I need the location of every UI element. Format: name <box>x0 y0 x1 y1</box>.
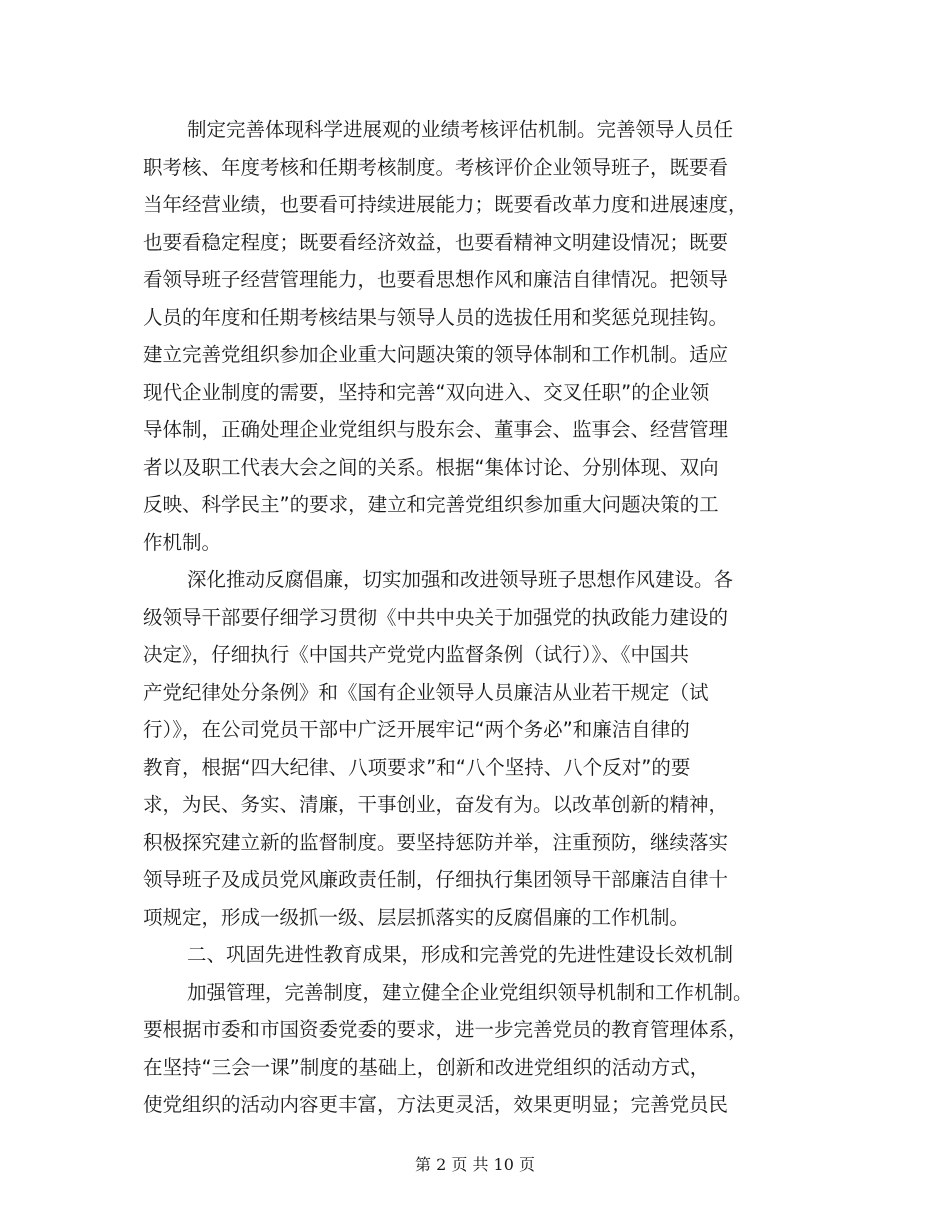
text-line: 导体制，正确处理企业党组织与股东会、董事会、监事会、经营管理 <box>143 418 729 441</box>
text-line: 积极探究建立新的监督制度。要坚持惩防并举，注重预防，继续落实 <box>143 830 729 854</box>
text-line: 二、巩固先进性教育成果，形成和完善党的先进性建设长效机制 <box>187 943 734 966</box>
document-body <box>143 111 807 1124</box>
text-line: 领导班子及成员党风廉政责任制，仔细执行集团领导干部廉洁自律十 <box>143 868 729 891</box>
text-line: 制定完善体现科学进展观的业绩考核评估机制。完善领导人员任 <box>187 118 734 141</box>
text-line: 看领导班子经营管理能力，也要看思想作风和廉洁自律情况。把领导 <box>143 268 729 291</box>
text-line: 建立完善党组织参加企业重大问题决策的领导体制和工作机制。适应 <box>143 343 729 366</box>
text-line: 求，为民、务实、清廉，干事创业，奋发有为。以改革创新的精神， <box>143 793 729 816</box>
text-line: 行）》，在公司党员干部中广泛开展牢记“两个务必”和廉洁自律的 <box>143 718 690 741</box>
text-line: 级领导干部要仔细学习贯彻《中共中央关于加强党的执政能力建设的 <box>143 605 729 629</box>
text-line: 也要看稳定程度；既要看经济效益，也要看精神文明建设情况；既要 <box>143 230 729 254</box>
text-line: 使党组织的活动内容更丰富，方法更灵活，效果更明显；完善党员民 <box>143 1093 729 1116</box>
text-line: 加强管理，完善制度，建立健全企业党组织领导机制和工作机制。 <box>187 980 753 1004</box>
text-line: 现代企业制度的需要，坚持和完善“双向进入、交叉任职”的企业领 <box>143 380 710 404</box>
text-line: 在坚持“三会一课”制度的基础上，创新和改进党组织的活动方式， <box>143 1055 710 1079</box>
text-line: 者以及职工代表大会之间的关系。根据“集体讨论、分别体现、双向 <box>143 455 719 479</box>
text-line: 人员的年度和任期考核结果与领导人员的选拔任用和奖惩兑现挂钩。 <box>143 305 729 329</box>
text-line: 项规定，形成一级抓一级、层层抓落实的反腐倡廉的工作机制。 <box>143 905 690 929</box>
page-footer: 第 2 页 共 10 页 <box>415 1155 535 1174</box>
text-line: 职考核、年度考核和任期考核制度。考核评价企业领导班子，既要看 <box>143 155 729 179</box>
text-line: 作机制。 <box>143 530 222 554</box>
text-line: 当年经营业绩，也要看可持续进展能力；既要看改革力度和进展速度， <box>143 193 748 216</box>
text-line: 反映、科学民主”的要求，建立和完善党组织参加重大问题决策的工 <box>143 493 719 516</box>
text-line: 决定》，仔细执行《中国共产党党内监督条例（试行）》、《中国共 <box>143 643 690 666</box>
text-line: 教育，根据“四大纪律、八项要求”和“八个坚持、八个反对”的要 <box>143 755 691 779</box>
text-line: 产党纪律处分条例》和《国有企业领导人员廉洁从业若干规定（试 <box>143 680 709 704</box>
text-line: 深化推动反腐倡廉，切实加强和改进领导班子思想作风建设。各 <box>187 568 734 591</box>
text-line: 要根据市委和市国资委党委的要求，进一步完善党员的教育管理体系， <box>143 1018 748 1041</box>
